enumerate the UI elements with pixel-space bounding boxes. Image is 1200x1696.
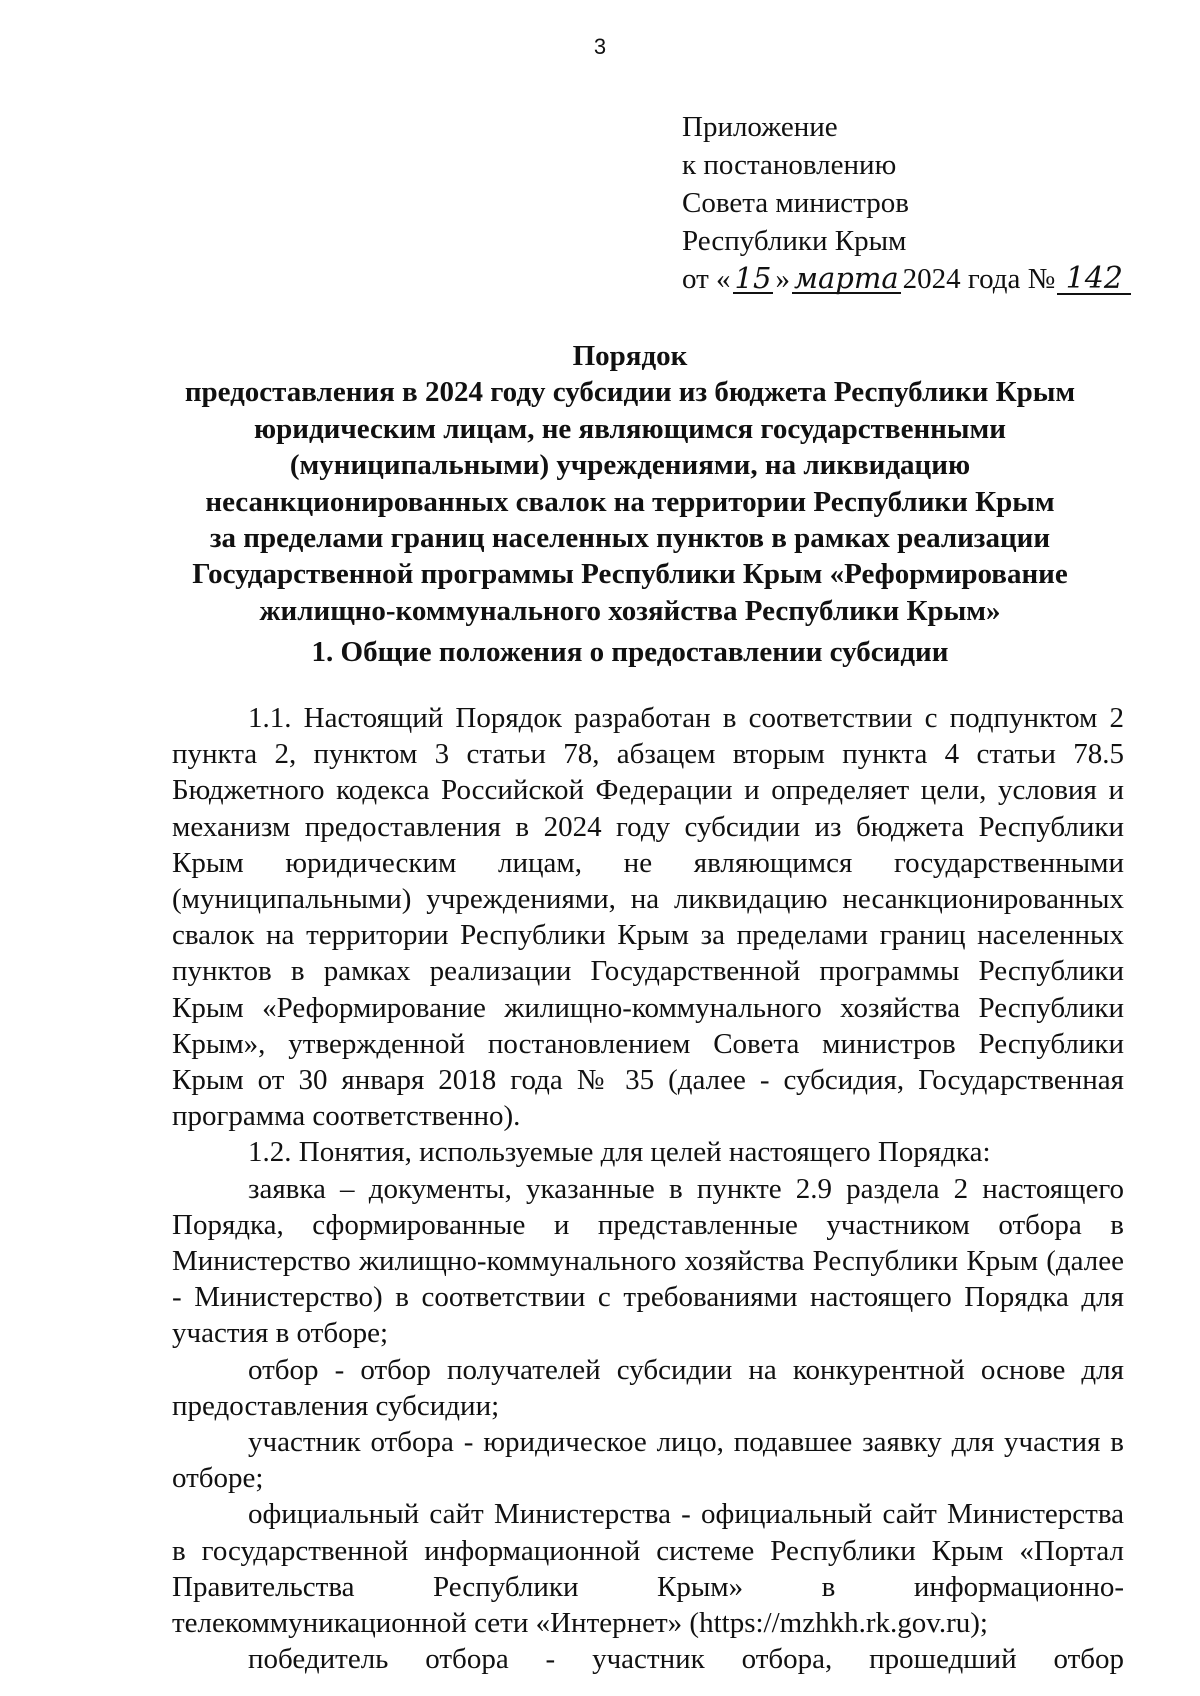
date-quote-close: » [775,263,790,295]
paragraph: отбор - отбор получателей субсидии на конкурентной основе для предоставления субсидии; [172,1353,1124,1422]
date-year: 2024 года № [902,263,1056,295]
title-line: юридическим лицам, не являющимся государственными [254,412,1006,445]
title-line: предоставления в 2024 году субсидии из бюджета Республики Крым [184,376,1076,409]
appendix-line: к постановлению [682,149,897,181]
handwritten-day: 15 [734,261,772,295]
appendix-line: Приложение [682,111,838,143]
appendix-line: Совета министров [682,187,909,219]
date-prefix: от « [682,263,731,295]
paragraph: 1.1. Настоящий Порядок разработан в соответствии с подпунктом 2 пункта 2, пунктом 3 статьи 78, абзацем вторым пункта 4 статьи 78.5 Бюджетного кодекса Российской Федерации и определяет цели, условия и механизм предоставления в 2024 году субсидии из бюджета Республики Крым юридическим лицам, не являющимся государственными (муниципальными) учреждениями, на ликвидацию несанкционированных свалок на территории Республики Крым за пределами границ населенных пунктов в рамках реализации Государственной программы Республики Крым «Реформирование жилищно-коммунального хозяйства Республики Крым», утвержденной постановлением Совета министров Республики Крым от 30 января 2018 года № 35 (далее - субсидия, Государственная программа соответственно). [172,702,1124,1133]
appendix-line: Республики Крым [682,225,907,257]
document-title [150,338,1110,629]
appendix-date-line [682,260,1133,298]
appendix-block [682,108,1133,298]
page-number: 3 [593,34,607,59]
handwritten-month: марта [793,261,899,295]
paragraph: участник отбора - юридическое лицо, подавшее заявку для участия в отборе; [172,1426,1124,1495]
handwritten-number: 142 [1057,265,1131,295]
title-line: (муниципальными) учреждениями, на ликвидацию [289,449,971,482]
title-line: за пределами границ населенных пунктов в рамках реализации [209,522,1051,555]
title-line: Государственной программы Республики Крым «Реформирование [192,558,1068,591]
title-line: Порядок [572,340,688,372]
paragraph: победитель отбора - участник отбора, прошедший отбор [248,1643,1124,1676]
paragraph: заявка – документы, указанные в пункте 2.9 раздела 2 настоящего Порядка, сформированные и представленные участником отбора в Министерство жилищно-коммунального хозяйства Республики Крым (далее - Министерство) в соответствии с требованиями настоящего Порядка для участия в отборе; [172,1172,1124,1350]
title-line: несанкционированных свалок на территории Республики Крым [205,485,1055,518]
paragraph: официальный сайт Министерства - официальный сайт Министерства в государственной информационной системе Республики Крым «Портал Правительства Республики Крым» в информационно-телекоммуникационной сети «Интернет» (https://mzhkh.rk.gov.ru); [172,1498,1124,1640]
body-text [172,700,1124,1677]
title-line: жилищно-коммунального хозяйства Республики Крым» [259,594,1001,627]
section-heading: 1. Общие положения о предоставлении субсидии [311,636,949,668]
paragraph: 1.2. Понятия, используемые для целей настоящего Порядка: [248,1136,991,1169]
